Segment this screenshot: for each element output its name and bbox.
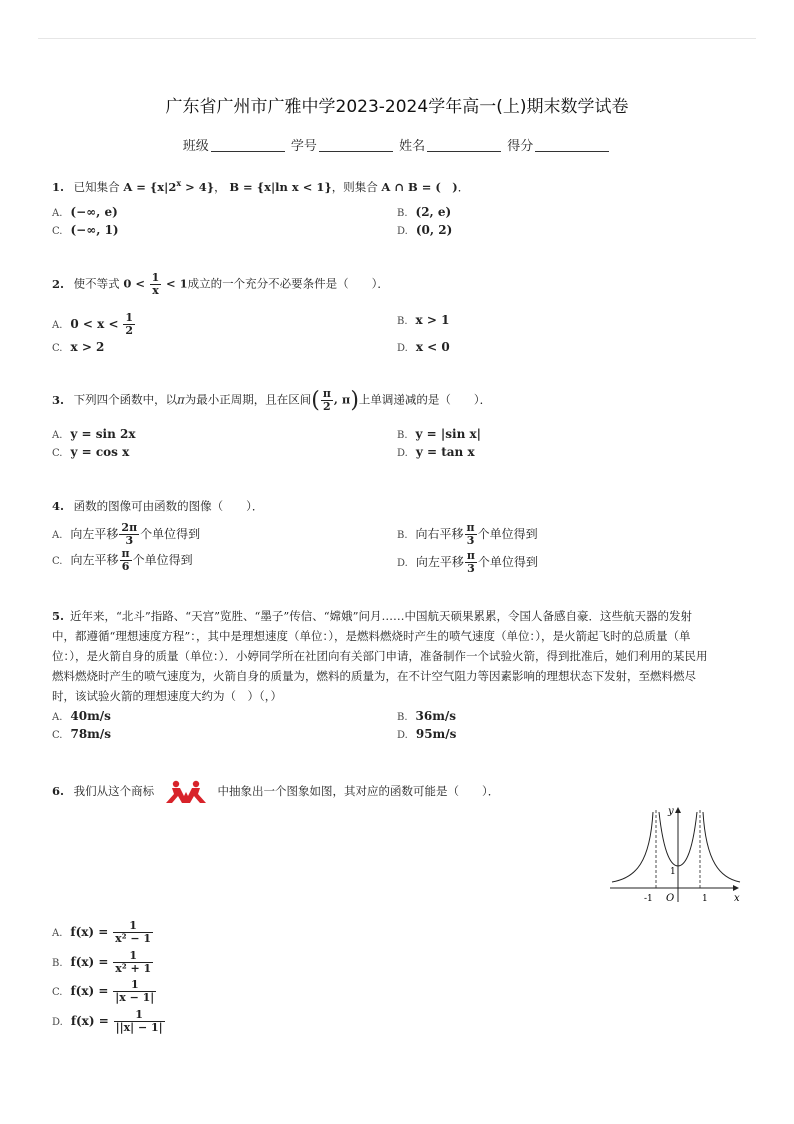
stem-text: 已知集合	[73, 179, 120, 194]
option-label: B.	[397, 530, 408, 541]
math: A ∩ B = ( )	[381, 179, 458, 194]
fraction	[114, 1009, 165, 1034]
math: < 1	[165, 276, 188, 291]
fraction	[123, 312, 135, 337]
question-4	[52, 498, 263, 514]
student-info-line	[0, 135, 794, 154]
fraction	[465, 522, 477, 547]
x-axis-label: x	[734, 893, 740, 904]
option-text: 向右平移	[415, 527, 464, 541]
function-graph	[606, 802, 744, 906]
option-text: y = sin 2x	[70, 427, 136, 441]
math-sup: x	[176, 178, 182, 188]
option-label: A.	[52, 712, 63, 723]
denominator: 3	[125, 534, 134, 547]
option-6a[interactable]	[52, 920, 154, 945]
curve-right-branch	[703, 812, 740, 882]
question-5	[52, 606, 714, 706]
math: , π	[333, 392, 351, 407]
stem-text: 使不等式	[73, 276, 120, 291]
fraction	[113, 950, 153, 975]
option-text: 向左平移	[70, 553, 119, 567]
option-text: 个单位得到	[132, 553, 193, 567]
denominator: x² − 1	[115, 932, 152, 945]
option-text: x > 2	[70, 340, 105, 354]
option-text: 40m/s	[70, 709, 111, 723]
question-2	[52, 272, 389, 297]
option-2a[interactable]	[52, 312, 136, 337]
numerator: π	[466, 549, 475, 562]
denominator: x	[152, 284, 159, 297]
option-label: C.	[52, 556, 63, 567]
numerator: 1	[151, 271, 160, 284]
left-paren-icon: (	[311, 388, 320, 413]
option-3c[interactable]	[52, 445, 129, 459]
option-label: B.	[52, 958, 63, 969]
option-label: B.	[397, 430, 408, 441]
denominator: 3	[467, 562, 475, 575]
y-axis-label: y	[668, 806, 674, 817]
option-label: C.	[52, 343, 63, 354]
stem-text: 下列四个函数中，以	[73, 392, 178, 407]
option-label: A.	[52, 928, 63, 939]
field-name-label: 姓名	[399, 139, 426, 154]
question-number: 6.	[52, 784, 65, 798]
question-6	[52, 780, 499, 804]
option-5a[interactable]	[52, 709, 111, 723]
question-3	[52, 388, 491, 413]
option-4a[interactable]	[52, 522, 200, 547]
fraction	[465, 550, 477, 575]
stem-text: 上单调递减的是（ ）．	[358, 392, 492, 407]
option-text: x > 1	[415, 313, 450, 327]
option-label: C.	[52, 226, 63, 237]
option-text: 个单位得到	[140, 527, 201, 541]
option-text: f(x) =	[70, 984, 109, 998]
numerator: π	[322, 387, 331, 400]
numerator: 1	[113, 950, 153, 963]
field-score-label: 得分	[507, 139, 534, 154]
option-text: f(x) =	[70, 955, 109, 969]
page-title: 广东省广州市广雅中学2023-2024学年高一(上)期末数学试卷	[165, 97, 629, 117]
option-label: A.	[52, 208, 63, 219]
option-label: D.	[52, 1017, 63, 1028]
math: A = {x|2	[123, 179, 177, 194]
option-text: 78m/s	[70, 727, 112, 741]
option-3d[interactable]	[397, 445, 475, 459]
tick-label-y1: 1	[670, 867, 676, 877]
numerator: π	[466, 521, 475, 534]
numerator: 1	[114, 1009, 165, 1022]
option-2d[interactable]	[397, 340, 450, 354]
math: π	[177, 392, 185, 407]
stem-text: 中抽象出一个图象如图，其对应的函数可能是（ ）．	[217, 784, 500, 798]
curve-left-branch	[612, 812, 653, 882]
option-label: A.	[52, 320, 63, 331]
question-number: 3.	[52, 392, 65, 407]
denominator: 2	[323, 400, 331, 413]
question-number: 2.	[52, 276, 65, 291]
option-2b[interactable]	[397, 313, 449, 327]
option-label: A.	[52, 430, 63, 441]
tick-label-pos1: 1	[702, 894, 708, 904]
option-label: C.	[52, 987, 63, 998]
option-label: B.	[397, 208, 408, 219]
option-text: x < 0	[415, 340, 450, 354]
math: B = {x|ln x < 1}	[229, 179, 332, 194]
option-5c[interactable]	[52, 727, 111, 741]
question-number: 4.	[52, 499, 65, 513]
option-label: C.	[52, 448, 63, 459]
field-name-blank[interactable]	[427, 139, 501, 152]
option-text: f(x) =	[70, 925, 109, 939]
option-text: f(x) =	[70, 1014, 109, 1028]
option-text: y = |sin x|	[415, 427, 482, 441]
option-label: D.	[397, 226, 408, 237]
fraction	[150, 272, 162, 297]
denominator: x² + 1	[115, 962, 152, 975]
option-text: 向左平移	[70, 527, 119, 541]
option-label: D.	[397, 558, 408, 569]
math: 0 <	[123, 276, 145, 291]
option-1a[interactable]	[52, 205, 118, 219]
option-text: (−∞, e)	[70, 205, 118, 219]
option-label: D.	[397, 448, 408, 459]
option-4d[interactable]	[397, 550, 538, 575]
question-number: 5.	[52, 609, 65, 623]
denominator: 3	[466, 534, 475, 547]
option-6b[interactable]	[52, 950, 154, 975]
numerator: 1	[113, 979, 156, 992]
denominator: 2	[125, 324, 134, 337]
option-text: (0, 2)	[415, 223, 453, 237]
fraction	[113, 979, 156, 1004]
option-text: (2, e)	[415, 205, 452, 219]
option-1c[interactable]	[52, 223, 119, 237]
option-text: 36m/s	[415, 709, 457, 723]
stem-text: 函数的图像可由函数的图像（ ）．	[73, 499, 264, 513]
field-class-blank[interactable]	[211, 139, 285, 152]
origin-label: O	[666, 893, 675, 904]
stem-text: ，	[214, 179, 226, 194]
option-1b[interactable]	[397, 205, 451, 219]
option-2c[interactable]	[52, 340, 104, 354]
stem-text: 成立的一个充分不必要条件是（ ）．	[187, 276, 389, 291]
option-text: 个单位得到	[477, 555, 538, 569]
option-text: 95m/s	[415, 727, 457, 741]
option-text: 个单位得到	[477, 527, 538, 541]
field-id-label: 学号	[290, 139, 317, 154]
option-label: B.	[397, 316, 408, 327]
stem-text: ，则集合	[331, 179, 378, 194]
stem-text: ．	[457, 179, 470, 194]
option-6c[interactable]	[52, 979, 157, 1004]
question-number: 1.	[52, 179, 65, 194]
option-4c[interactable]	[52, 548, 193, 573]
option-label: B.	[397, 712, 408, 723]
option-1d[interactable]	[397, 223, 452, 237]
option-text: 向左平移	[415, 555, 464, 569]
stem-text: 我们从这个商标	[73, 784, 155, 798]
option-5b[interactable]	[397, 709, 456, 723]
fraction	[113, 920, 153, 945]
numerator: 1	[113, 920, 153, 933]
option-3b[interactable]	[397, 427, 481, 441]
kappa-logo-icon	[162, 780, 210, 804]
option-text: (−∞, 1)	[70, 223, 119, 237]
top-rule	[38, 38, 756, 39]
field-score-blank[interactable]	[535, 139, 609, 152]
option-label: A.	[52, 530, 63, 541]
question-1	[52, 178, 469, 195]
field-id-blank[interactable]	[319, 139, 393, 152]
fraction	[119, 522, 139, 547]
stem-text: 近年来，“北斗”指路、“天宫”览胜、“墨子”传信、“嫦娥”问月……中国航天硕果累累，令国人备感自豪．这些航天器的发射中，都遵循“理想速度方程”：，其中是理想速度（单位：），是燃料燃烧时产生的喷气速度（单位：），是火箭起飞时的总质量（单位：），是火箭自身的质量（单位：）．小婷同学所在社团向有关部门申请，准备制作一个试验火箭，得到批准后，她们利用的某民用燃料燃烧时产生的喷气速度为，火箭自身的质量为，燃料的质量为，在不计空气阻力等因素影响的理想状态下发射，至燃料燃尽时，该试验火箭的理想速度大约为（ ）（，）	[52, 609, 708, 703]
math: > 4}	[181, 179, 215, 194]
denominator: |x − 1|	[115, 991, 155, 1004]
denominator: ||x| − 1|	[115, 1021, 163, 1034]
option-label: C.	[52, 730, 63, 741]
option-text: 0 < x <	[70, 317, 119, 331]
denominator: 6	[121, 560, 130, 573]
fraction	[120, 548, 132, 573]
option-3a[interactable]	[52, 427, 136, 441]
option-4b[interactable]	[397, 522, 538, 547]
fraction	[321, 388, 333, 413]
numerator: 1	[125, 311, 134, 324]
right-paren-icon: )	[350, 388, 359, 413]
option-text: y = tan x	[415, 445, 475, 459]
option-label: D.	[397, 730, 408, 741]
option-6d[interactable]	[52, 1009, 166, 1034]
stem-text: 为最小正周期，且在区间	[184, 392, 312, 407]
numerator: 2π	[121, 521, 138, 534]
tick-label-neg1: -1	[644, 894, 653, 904]
numerator: π	[121, 547, 130, 560]
option-5d[interactable]	[397, 727, 456, 741]
field-class-label: 班级	[182, 139, 209, 154]
option-text: y = cos x	[70, 445, 130, 459]
option-label: D.	[397, 343, 408, 354]
